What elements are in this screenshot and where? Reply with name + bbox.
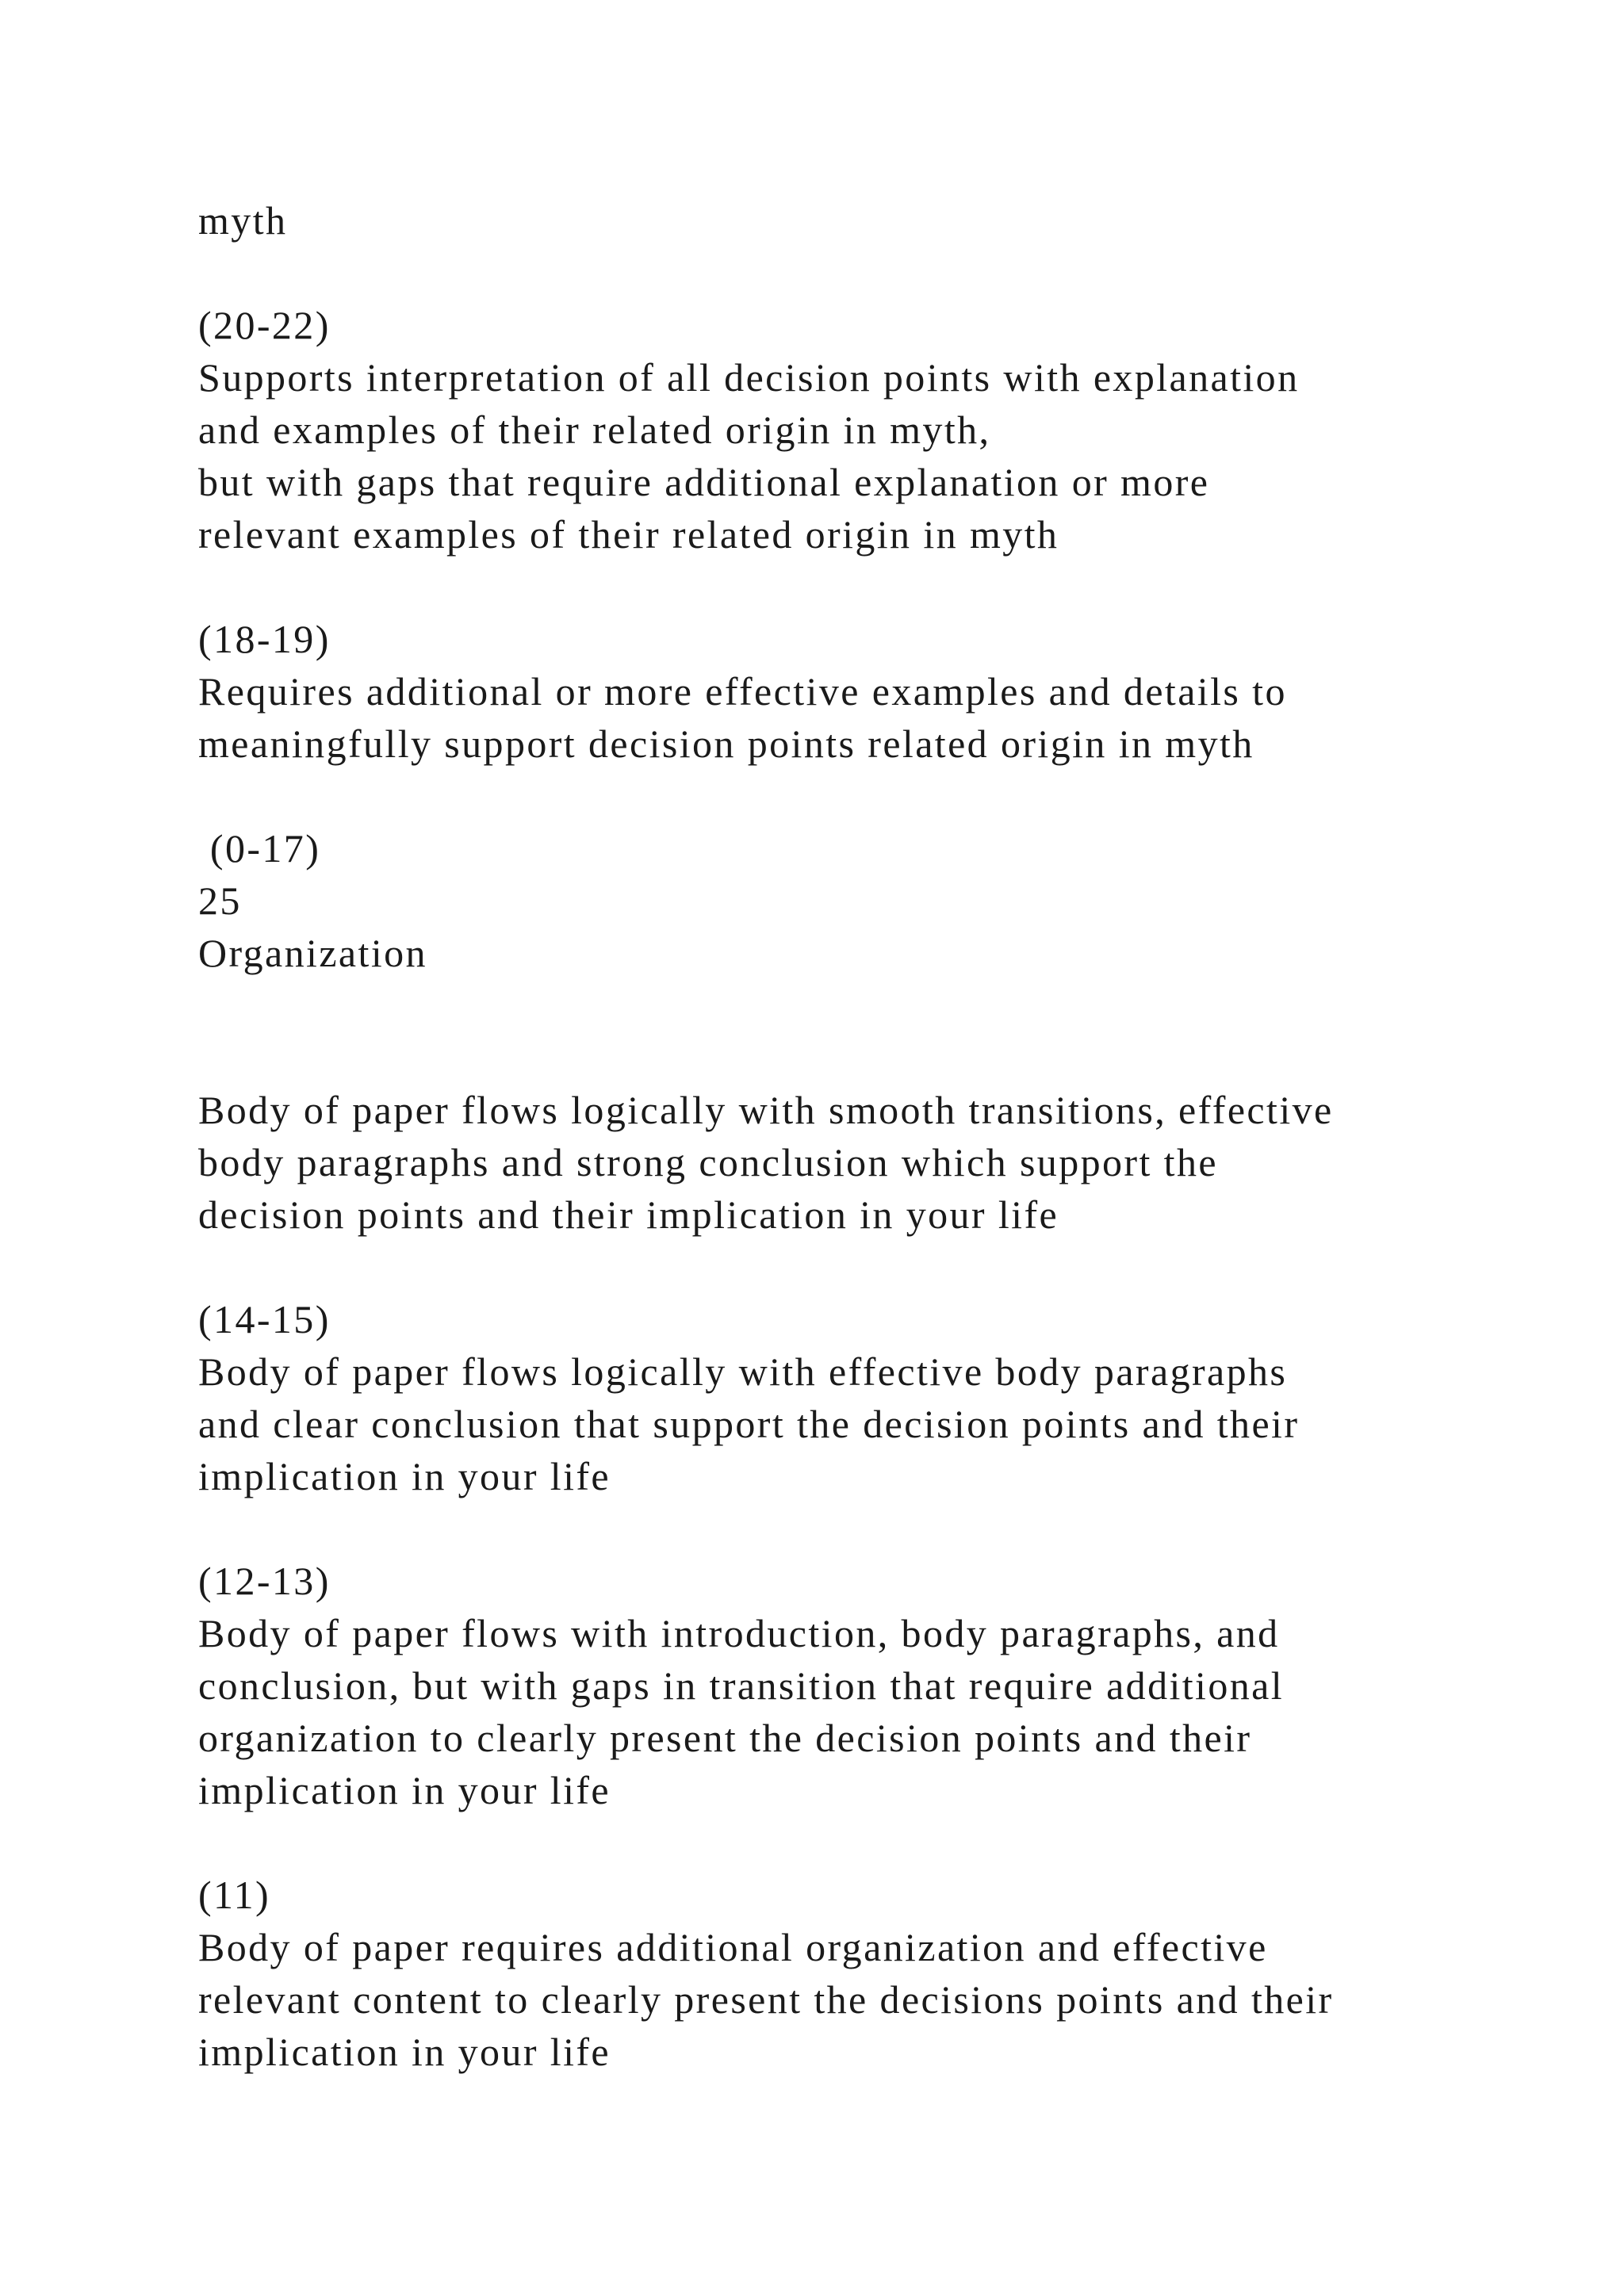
text-line: myth — [198, 198, 288, 243]
score-range: (18-19) — [198, 617, 331, 661]
score-range: (12-13) — [198, 1559, 331, 1603]
blank-line — [198, 561, 1546, 613]
text-line: Body of paper requires additional organization and effective — [198, 1925, 1268, 1969]
text-line: implication in your life — [198, 2030, 611, 2074]
text-line: relevant content to clearly present the decisions points and their — [198, 1977, 1334, 2022]
score-range: (14-15) — [198, 1297, 331, 1341]
text-line: organization to clearly present the decision points and their — [198, 1716, 1252, 1760]
blank-line — [198, 1031, 1546, 1084]
text-line: and clear conclusion that support the decision points and their — [198, 1402, 1300, 1446]
text-line: and examples of their related origin in myth, — [198, 408, 991, 452]
score-range: (20-22) — [198, 303, 331, 347]
blank-line — [198, 1816, 1546, 1869]
text-line: but with gaps that require additional explanation or more — [198, 460, 1210, 504]
score-range: (11) — [198, 1873, 271, 1917]
blank-line — [198, 979, 1546, 1031]
text-line: Body of paper flows logically with effective body paragraphs — [198, 1349, 1288, 1394]
text-line: body paragraphs and strong conclusion which support the — [198, 1140, 1218, 1184]
blank-line — [198, 1241, 1546, 1293]
text-line: Body of paper flows logically with smooth transitions, effective — [198, 1088, 1334, 1132]
document-body — [198, 194, 1546, 2078]
text-line: decision points and their implication in your life — [198, 1192, 1059, 1237]
text-line: Supports interpretation of all decision points with explanation — [198, 355, 1300, 400]
text-line: implication in your life — [198, 1768, 611, 1812]
text-line: meaningfully support decision points related origin in myth — [198, 721, 1254, 766]
points-value: 25 — [198, 878, 242, 923]
blank-line — [198, 770, 1546, 822]
text-line: relevant examples of their related origin in myth — [198, 512, 1059, 557]
text-line: implication in your life — [198, 1454, 611, 1498]
score-range: (0-17) — [198, 826, 321, 871]
text-line: Requires additional or more effective examples and details to — [198, 669, 1287, 714]
text-line: conclusion, but with gaps in transition that require additional — [198, 1663, 1285, 1708]
criterion-heading: Organization — [198, 931, 427, 975]
text-line: Body of paper flows with introduction, body paragraphs, and — [198, 1611, 1280, 1655]
blank-line — [198, 247, 1546, 299]
blank-line — [198, 1502, 1546, 1555]
